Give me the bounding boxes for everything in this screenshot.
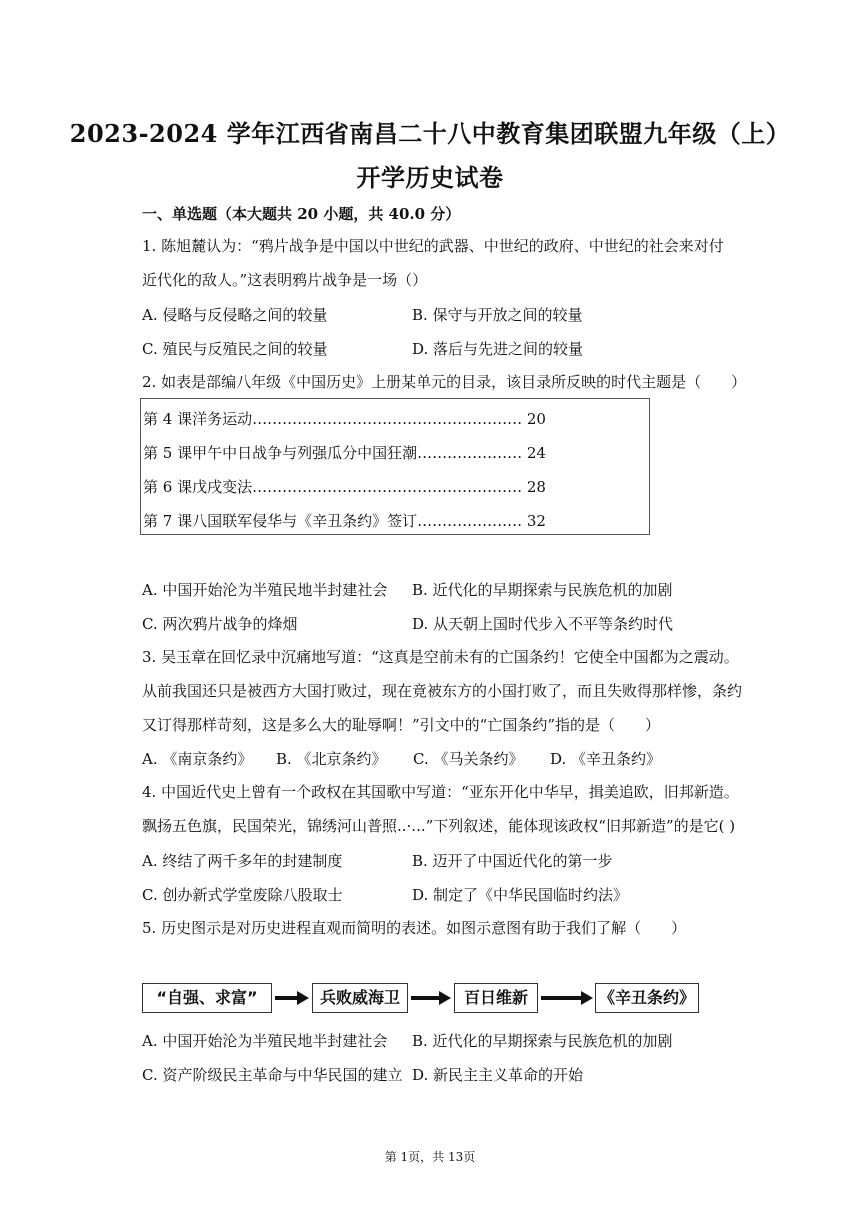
question-2-line-1: 2. 如表是部编八年级《中国历史》上册某单元的目录，该目录所反映的时代主题是（ ） [142, 373, 747, 391]
page-footer: 第 1页，共 13页 [384, 1150, 476, 1164]
question-3-line-3: 又订得那样苛刻，这是多么大的耻辱啊！”引文中的“亡国条约”指的是（ ） [142, 716, 661, 734]
question-4-line-1: 4. 中国近代史上曾有一个政权在其国歌中写道：“亚东开化中华早，揖美追欧，旧邦新造。 [142, 783, 739, 801]
question-4-option-d: D. 制定了《中华民国临时约法》 [412, 886, 629, 904]
question-5-option-d: D. 新民主主义革命的开始 [412, 1066, 584, 1084]
question-2-option-c: C. 两次鸦片战争的烽烟 [142, 615, 298, 633]
section-heading: 一、单选题（本大题共 20 小题，共 40.0 分） [142, 205, 461, 223]
flow-box-weihaiwei: 兵败威海卫 [312, 983, 408, 1013]
question-5-stem [142, 911, 782, 945]
question-4-option-c: C. 创办新式学堂废除八股取士 [142, 886, 343, 904]
toc-entry-lesson-5: 第 5 课甲午中日战争与列强瓜分中国狂潮………………… 24 [143, 444, 546, 462]
question-1-stem [142, 229, 762, 297]
question-3-option-d: D. 《辛丑条约》 [550, 750, 662, 768]
exam-title-line-1: 2023-2024 学年江西省南昌二十八中教育集团联盟九年级（上） [69, 119, 791, 148]
question-3-option-c: C. 《马关条约》 [413, 750, 524, 768]
question-3-line-1: 3. 吴玉章在回忆录中沉痛地写道：“这真是空前未有的亡国条约！它使全中国都为之震动。 [142, 648, 739, 666]
flow-box-hundred-days: 百日维新 [454, 983, 538, 1013]
question-3-line-2: 从前我国还只是被西方大国打败过，现在竟被东方的小国打败了，而且失败得那样惨，条约 [142, 682, 743, 700]
toc-entry-lesson-7: 第 7 课八国联军侵华与《辛丑条约》签订………………… 32 [143, 512, 546, 530]
flow-box-boxer-protocol: 《辛丑条约》 [595, 983, 699, 1013]
exam-title-line-2: 开学历史试卷 [356, 163, 504, 192]
question-5-option-a: A. 中国开始沦为半殖民地半封建社会 [142, 1032, 388, 1050]
flow-box-self-strengthening: “自强、求富” [142, 983, 272, 1013]
table-of-contents-box [140, 398, 650, 535]
question-3-option-a: A. 《南京条约》 [142, 750, 253, 768]
question-1-option-b: B. 保守与开放之间的较量 [412, 306, 583, 324]
question-5-option-c: C. 资产阶级民主革命与中华民国的建立 [142, 1066, 403, 1084]
question-2-option-d: D. 从天朝上国时代步入不平等条约时代 [412, 615, 674, 633]
flow-arrow-icon [411, 991, 451, 1005]
question-1-option-d: D. 落后与先进之间的较量 [412, 340, 584, 358]
question-4-stem [142, 775, 782, 843]
flow-arrow-icon [541, 991, 593, 1005]
history-flow-diagram [142, 983, 702, 1015]
question-3-option-b: B. 《北京条约》 [276, 750, 387, 768]
flow-arrow-icon [275, 991, 309, 1005]
question-1-line-1: 1. 陈旭麓认为：“鸦片战争是中国以中世纪的武器、中世纪的政府、中世纪的社会来对付 [142, 237, 724, 255]
question-5-option-b: B. 近代化的早期探索与民族危机的加剧 [412, 1032, 673, 1050]
toc-entry-lesson-4: 第 4 课洋务运动……………………………………………… 20 [143, 410, 546, 428]
question-1-option-c: C. 殖民与反殖民之间的较量 [142, 340, 328, 358]
toc-entry-lesson-6: 第 6 课戊戌变法……………………………………………… 28 [143, 478, 546, 496]
question-3-stem [142, 640, 782, 742]
question-4-line-2: 飘扬五色旗，民国荣光，锦绣河山普照..·...”下列叙述，能体现该政权“旧邦新造”的是它( ) [142, 817, 736, 835]
question-2-stem [142, 365, 782, 399]
question-4-option-a: A. 终结了两千多年的封建制度 [142, 852, 343, 870]
question-2-option-a: A. 中国开始沦为半殖民地半封建社会 [142, 581, 388, 599]
question-2-option-b: B. 近代化的早期探索与民族危机的加剧 [412, 581, 673, 599]
question-4-option-b: B. 迈开了中国近代化的第一步 [412, 852, 613, 870]
question-5-line-1: 5. 历史图示是对历史进程直观而简明的表述。如图示意图有助于我们了解（ ） [142, 919, 687, 937]
question-1-option-a: A. 侵略与反侵略之间的较量 [142, 306, 328, 324]
question-1-line-2: 近代化的敌人。”这表明鸦片战争是一场（） [142, 271, 428, 289]
